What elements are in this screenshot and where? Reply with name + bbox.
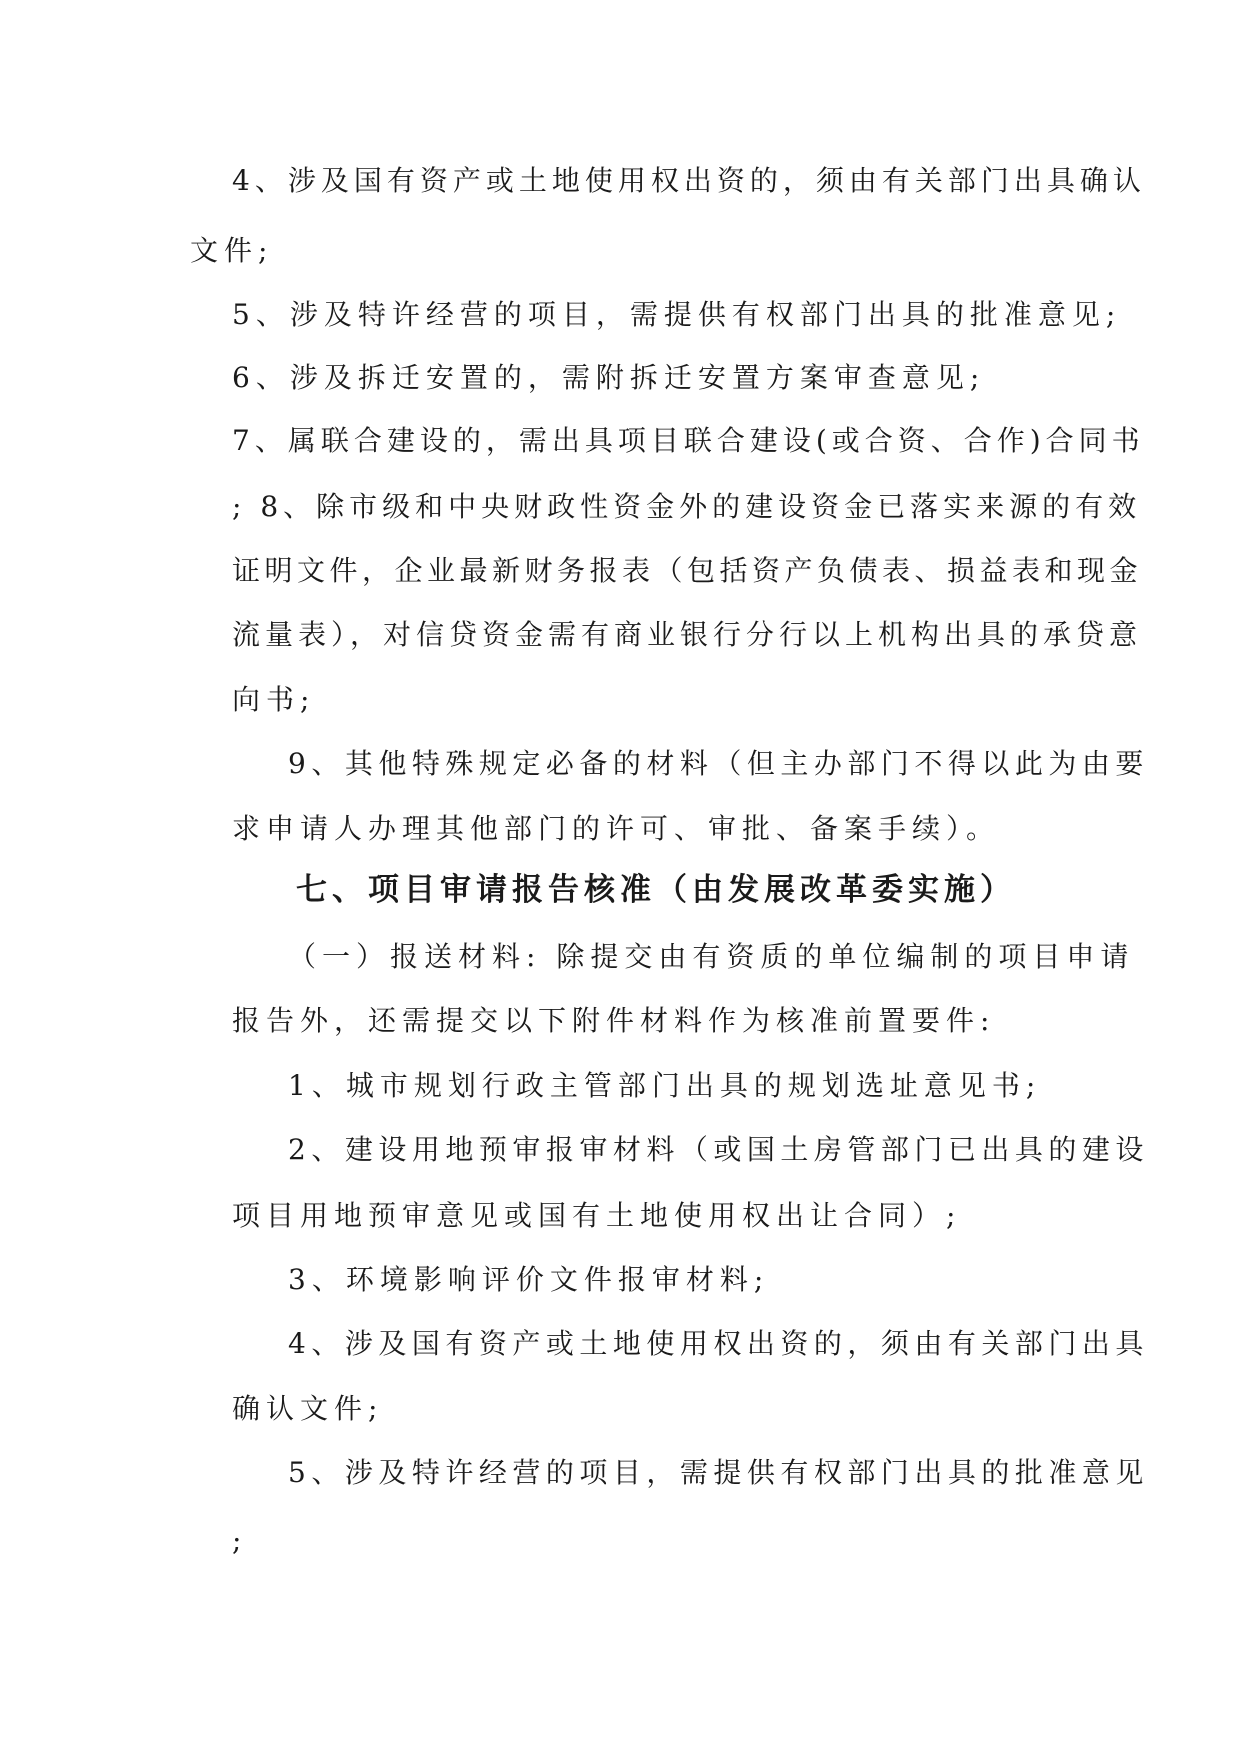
paragraph-line: 2、建设用地预审报审材料（或国土房管部门已出具的建设: [288, 1133, 1149, 1166]
paragraph-line: 4、涉及国有资产或土地使用权出资的，须由有关部门出具确认: [232, 164, 1146, 197]
paragraph-line: 4、涉及国有资产或土地使用权出资的，须由有关部门出具: [288, 1327, 1149, 1360]
paragraph-line: 流量表），对信贷资金需有商业银行分行以上机构出具的承贷意: [232, 618, 1143, 651]
paragraph-line: ;: [232, 1524, 248, 1557]
paragraph-line: 3、环境影响评价文件报审材料;: [288, 1263, 770, 1296]
paragraph-line: 报告外，还需提交以下附件材料作为核准前置要件:: [232, 1004, 996, 1037]
paragraph-line: 5、涉及特许经营的项目，需提供有权部门出具的批准意见;: [232, 298, 1122, 331]
paragraph-line: 5、涉及特许经营的项目，需提供有权部门出具的批准意见: [288, 1456, 1149, 1489]
section-heading: 七、项目审请报告核准（由发展改革委实施）: [296, 872, 1016, 908]
paragraph-line: 9、其他特殊规定必备的材料（但主办部门不得以此为由要: [288, 747, 1149, 780]
paragraph-line: 项目用地预审意见或国有土地使用权出让合同）;: [232, 1199, 962, 1232]
paragraph-line: （一）报送材料: 除提交由有资质的单位编制的项目申请: [288, 940, 1135, 973]
paragraph-line: 确认文件;: [232, 1392, 384, 1425]
paragraph-line: 7、属联合建设的，需出具项目联合建设(或合资、合作)合同书: [232, 424, 1145, 457]
paragraph-line: 6、涉及拆迁安置的，需附拆迁安置方案审查意见;: [232, 361, 986, 394]
paragraph-line: 求申请人办理其他部门的许可、审批、备案手续）。: [232, 812, 1001, 845]
paragraph-line: ; 8、除市级和中央财政性资金外的建设资金已落实来源的有效: [232, 490, 1142, 523]
paragraph-line: 向书;: [232, 683, 316, 716]
paragraph-line: 1、城市规划行政主管部门出具的规划选址意见书;: [288, 1069, 1042, 1102]
paragraph-line: 证明文件，企业最新财务报表（包括资产负债表、损益表和现金: [232, 554, 1143, 587]
paragraph-line: 文件;: [190, 234, 274, 267]
